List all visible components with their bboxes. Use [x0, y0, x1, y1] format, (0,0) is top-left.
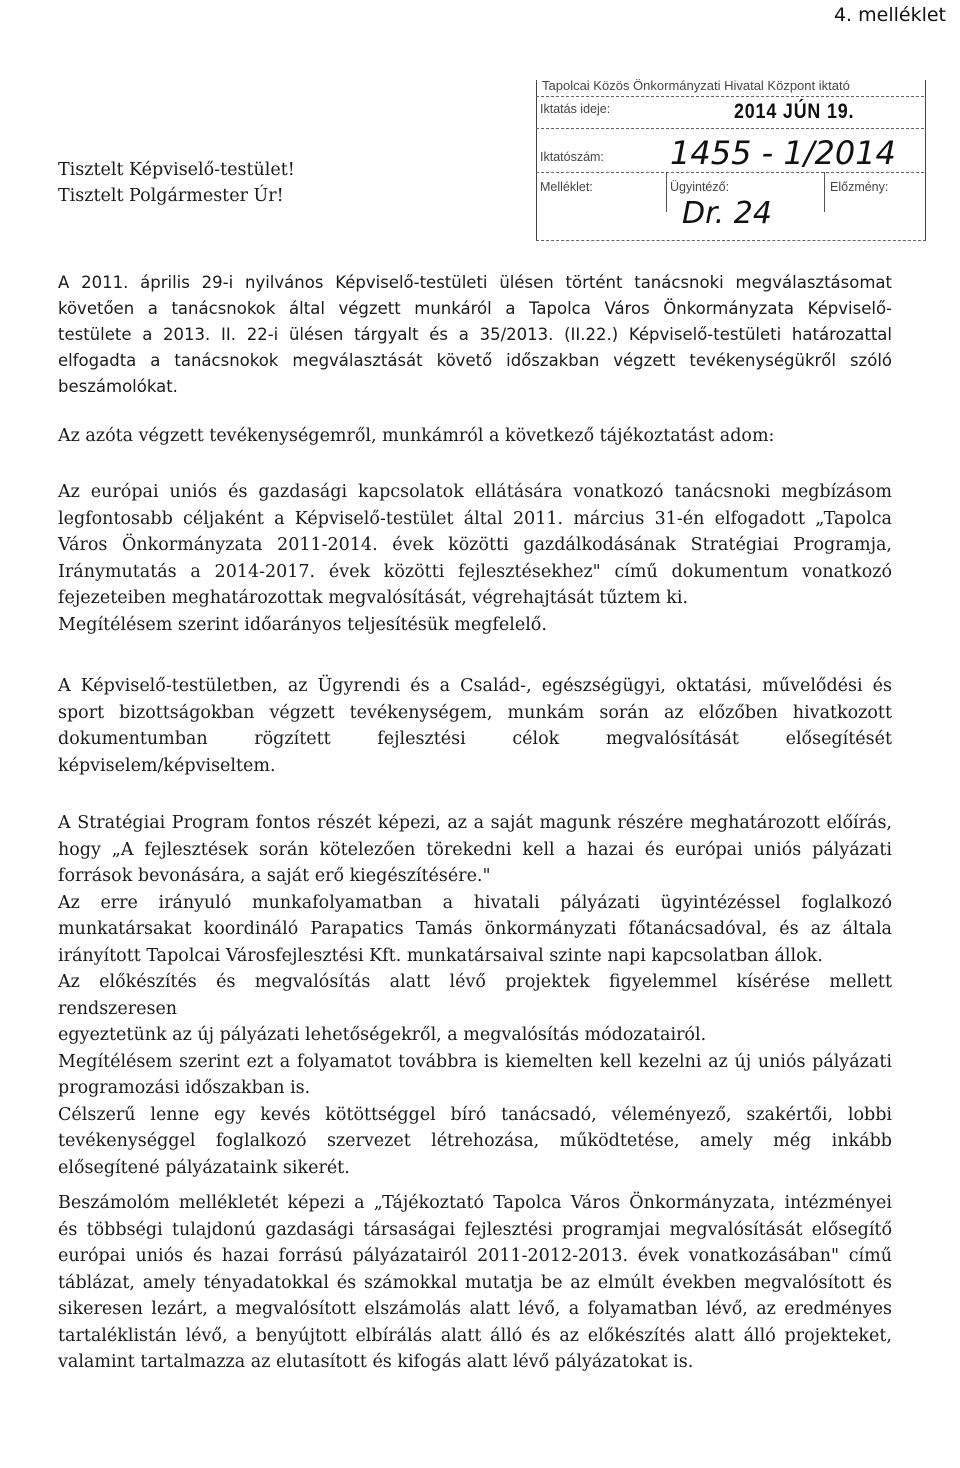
text-line: Iránymutatás a 2014-2017. évek közötti fejlesztésekhez" című dokumentum vonatkozó [58, 561, 892, 582]
text-line: Megítélésem szerint ezt a folyamatot továbbra is kiemelten kell kezelni az új uniós pályázati [58, 1051, 892, 1072]
text-line: Az erre irányuló munkafolyamatban a hivatali pályázati ügyintézéssel foglalkozó [58, 892, 892, 913]
stamp-date-label: Iktatás ideje: [540, 102, 611, 116]
text-line: egyeztetünk az új pályázati lehetőségekről, a megvalósítás módozatairól. [58, 1025, 707, 1045]
text-line: sport bizottságokban végzett tevékenységem, munkám során az előzőben hivatkozott [58, 702, 892, 723]
stamp-divider [824, 172, 825, 212]
text-line: Az európai uniós és gazdasági kapcsolatok ellátására vonatkozó tanácsnoki megbízásom [58, 482, 892, 502]
text-line: munkatársakat koordináló Parapatics Tamás önkormányzati főtanácsadóval, és az általa [58, 919, 892, 939]
stamp-divider [536, 96, 924, 97]
stamp-handwriting: Dr. 24 [682, 196, 772, 231]
paragraph-5 [58, 810, 892, 1181]
text-line: elfogadta a tanácsnokok megválasztását követő időszakban végzett tevékenységükről szóló [58, 351, 892, 370]
text-line: A Képviselő-testületben, az Ügyrendi és a Család-, egészségügyi, oktatási, művelődési és [58, 676, 892, 696]
registration-stamp [532, 72, 932, 242]
stamp-number-handwritten: 1455 - 1/2014 [670, 134, 896, 172]
paragraph-3 [58, 479, 892, 638]
stamp-case-label: Ügyintéző: [670, 180, 730, 194]
text-line: hogy „A fejlesztések során kötelezően törekedni kell a hazai és európai uniós pályázati [58, 839, 892, 860]
paragraph-4 [58, 673, 892, 779]
stamp-attachment-label: Melléklet: [540, 180, 593, 194]
text-line: Célszerű lenne egy kevés kötöttséggel bíró tanácsadó, véleményező, szakértői, lobbi [58, 1104, 892, 1125]
text-line: Megítélésem szerint időarányos teljesítésük megfelelő. [58, 614, 547, 635]
text-line: irányított Tapolcai Városfejlesztési Kft. munkatársaival szinte napi kapcsolatban állok. [58, 945, 823, 966]
stamp-date-value: 2014 JÚN 19. [734, 100, 855, 123]
text-line: Beszámolóm mellékletét képezi a „Tájékoztató Tapolca Város Önkormányzata, intézményei [58, 1193, 892, 1213]
paragraph-1 [58, 270, 892, 400]
text-line: európai uniós és hazai forrású pályázatairól 2011-2012-2013. évek vonatkozásában" című [58, 1246, 892, 1266]
text-line: dokumentumban rögzített fejlesztési célok megvalósítását elősegítését [58, 729, 892, 749]
stamp-office: Tapolcai Közös Önkormányzati Hivatal Központ iktató [542, 78, 850, 93]
text-line: A Stratégiai Program fontos részét képezi, az a saját magunk részére meghatározott előírás, [58, 813, 892, 833]
text-line: tevékenységgel foglalkozó szervezet létrehozása, működtetése, amely még inkább [58, 1131, 892, 1151]
annex-label: 4. melléklet [833, 4, 946, 26]
stamp-divider [536, 172, 924, 173]
text-line: legfontosabb céljaként a Képviselő-testület által 2011. március 31-én elfogadott „Tapolca [58, 508, 892, 529]
paragraph-6 [58, 1190, 892, 1376]
text-line: programozási időszakban is. [58, 1078, 311, 1098]
stamp-divider [666, 172, 667, 212]
stamp-divider [536, 128, 924, 129]
text-line: fejezeteiben meghatározottak megvalósítását, végrehajtását tűztem ki. [58, 588, 689, 608]
text-line: táblázat, amely tényadatokkal és számokkal mutatja be az elmúlt években megvalósított és [58, 1272, 892, 1293]
text-line: tartaléklistán lévő, a benyújtott elbírálás alatt álló és az előkészítés alatt álló projekteket, [58, 1325, 892, 1346]
text-line: Az azóta végzett tevékenységemről, munkámról a következő tájékoztatást adom: [58, 426, 775, 446]
stamp-number-label: Iktatószám: [540, 150, 604, 164]
text-line: sikeresen lezárt, a megvalósított elszámolás alatt lévő, a folyamatban lévő, az eredményes [58, 1299, 892, 1319]
text-line: források bevonására, a saját erő kiegészítésére." [58, 866, 491, 886]
greeting-line: Tisztelt Polgármester Úr! [58, 186, 284, 206]
paragraph-2 [58, 423, 892, 450]
text-line: testülete a 2013. II. 22-i ülésen tárgyalt és a 35/2013. (II.22.) Képviselő-testületi határozattal [58, 325, 892, 344]
text-line: elősegítené pályázataink sikerét. [58, 1157, 350, 1178]
text-line: képviselem/képviseltem. [58, 755, 276, 776]
text-line: valamint tartalmazza az elutasított és kifogás alatt lévő pályázatokat is. [58, 1352, 694, 1372]
text-line: Az előkészítés és megvalósítás alatt lévő projektek figyelemmel kísérése mellett rendszeresen [58, 972, 892, 1019]
text-line: követően a tanácsnokok által végzett munkáról a Tapolca Város Önkormányzata Képviselő- [58, 299, 892, 318]
text-line: beszámolókat. [58, 377, 178, 396]
text-line: A 2011. április 29-i nyilvános Képviselő-testületi ülésen történt tanácsnoki megválasztásomat [58, 273, 892, 292]
text-line: Város Önkormányzata 2011-2014. évek közötti gazdálkodásának Stratégiai Programja, [58, 535, 892, 555]
text-line: és többségi tulajdonú gazdasági társaságai fejlesztési programjai megvalósítását elősegítő [58, 1219, 892, 1240]
greeting-line: Tisztelt Képviselő-testület! [58, 160, 295, 180]
stamp-precedent-label: Előzmény: [830, 180, 889, 194]
